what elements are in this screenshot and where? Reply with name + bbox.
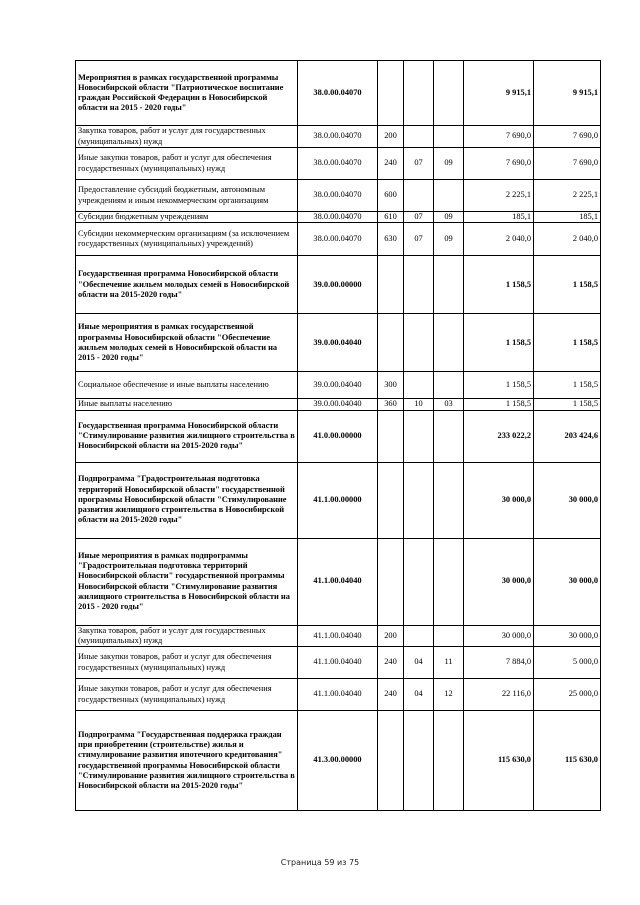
- row-pr: 09: [434, 148, 464, 180]
- row-sum-1: 1 158,5: [464, 372, 534, 399]
- row-rz: [404, 410, 434, 462]
- row-name: Иные закупки товаров, работ и услуг для обеспечения государственных (муниципальных) нужд: [76, 148, 298, 180]
- row-sum-1: 7 690,0: [464, 148, 534, 180]
- row-code: 41.1.00.04040: [298, 625, 378, 647]
- row-name: Государственная программа Новосибирской области "Стимулирование развития жилищного строительства в Новосибирской области на 2015-2020 годы": [76, 410, 298, 462]
- row-code: 41.3.00.00000: [298, 711, 378, 811]
- row-sum-2: 115 630,0: [534, 711, 601, 811]
- row-pr: [434, 314, 464, 372]
- row-pr: 03: [434, 399, 464, 410]
- row-sum-1: 233 022,2: [464, 410, 534, 462]
- row-rz: 04: [404, 679, 434, 711]
- table-row: [76, 399, 601, 410]
- row-sum-1: 185,1: [464, 212, 534, 223]
- row-rz: [404, 180, 434, 212]
- row-code: 39.0.00.04040: [298, 314, 378, 372]
- row-sum-2: 5 000,0: [534, 647, 601, 679]
- table-row: [76, 212, 601, 223]
- row-name: Иные закупки товаров, работ и услуг для обеспечения государственных (муниципальных) нужд: [76, 647, 298, 679]
- budget-table: [75, 60, 601, 811]
- row-sum-1: 30 000,0: [464, 538, 534, 625]
- row-sum-2: 2 225,1: [534, 180, 601, 212]
- table-row: [76, 679, 601, 711]
- row-vr: [378, 462, 404, 538]
- row-sum-1: 30 000,0: [464, 625, 534, 647]
- row-rz: 10: [404, 399, 434, 410]
- table-row: [76, 625, 601, 647]
- row-rz: 07: [404, 223, 434, 256]
- row-vr: 240: [378, 647, 404, 679]
- row-sum-2: 30 000,0: [534, 462, 601, 538]
- row-code: 39.0.00.04040: [298, 372, 378, 399]
- row-sum-1: 7 884,0: [464, 647, 534, 679]
- row-name: Государственная программа Новосибирской области "Обеспечение жильем молодых семей в Новосибирской области на 2015-2020 годы": [76, 256, 298, 314]
- row-rz: [404, 538, 434, 625]
- row-name: Мероприятия в рамках государственной программы Новосибирской области "Патриотическое воспитание граждан Российской Федерации в Новосибирской области на 2015 - 2020 годы": [76, 61, 298, 126]
- row-code: 38.0.00.04070: [298, 212, 378, 223]
- row-vr: 300: [378, 372, 404, 399]
- row-vr: [378, 61, 404, 126]
- row-sum-2: 30 000,0: [534, 625, 601, 647]
- table-row: [76, 372, 601, 399]
- row-sum-2: 7 690,0: [534, 148, 601, 180]
- row-code: 38.0.00.04070: [298, 61, 378, 126]
- row-rz: [404, 711, 434, 811]
- row-sum-2: 1 158,5: [534, 399, 601, 410]
- row-vr: [378, 711, 404, 811]
- row-sum-2: 2 040,0: [534, 223, 601, 256]
- row-vr: 240: [378, 679, 404, 711]
- row-code: 38.0.00.04070: [298, 180, 378, 212]
- table-row: [76, 126, 601, 148]
- row-sum-1: 2 225,1: [464, 180, 534, 212]
- row-sum-2: 9 915,1: [534, 61, 601, 126]
- row-code: 39.0.00.04040: [298, 399, 378, 410]
- row-pr: [434, 462, 464, 538]
- table-row: [76, 647, 601, 679]
- row-code: 38.0.00.04070: [298, 223, 378, 256]
- row-rz: [404, 462, 434, 538]
- row-pr: [434, 625, 464, 647]
- page-footer: Страница 59 из 75: [280, 858, 360, 867]
- row-name: Подпрограмма "Градостроительная подготовка территорий Новосибирской области" государственной программы Новосибирской области "Стимулирование развития жилищного строительства в Новосибирской области на 2015-2020 годы": [76, 462, 298, 538]
- row-pr: 11: [434, 647, 464, 679]
- row-sum-1: 115 630,0: [464, 711, 534, 811]
- row-code: 41.1.00.00000: [298, 462, 378, 538]
- row-pr: [434, 538, 464, 625]
- row-sum-2: 203 424,6: [534, 410, 601, 462]
- row-name: Иные выплаты населению: [76, 399, 298, 410]
- row-name: Субсидии некоммерческим организациям (за исключением государственных (муниципальных) учреждений): [76, 223, 298, 256]
- row-vr: 610: [378, 212, 404, 223]
- table-row: [76, 462, 601, 538]
- row-sum-2: 1 158,5: [534, 256, 601, 314]
- table-row: [76, 711, 601, 811]
- row-vr: [378, 314, 404, 372]
- row-pr: [434, 61, 464, 126]
- row-rz: [404, 256, 434, 314]
- row-sum-2: 1 158,5: [534, 314, 601, 372]
- row-pr: 12: [434, 679, 464, 711]
- row-sum-1: 1 158,5: [464, 314, 534, 372]
- row-vr: 600: [378, 180, 404, 212]
- row-vr: 240: [378, 148, 404, 180]
- row-name: Закупка товаров, работ и услуг для государственных (муниципальных) нужд: [76, 625, 298, 647]
- budget-table-body: [76, 61, 601, 811]
- row-pr: 09: [434, 223, 464, 256]
- row-pr: [434, 372, 464, 399]
- row-name: Иные мероприятия в рамках государственной программы Новосибирской области "Обеспечение жильем молодых семей в Новосибирской области на 2015 - 2020 годы": [76, 314, 298, 372]
- row-name: Предоставление субсидий бюджетным, автономным учреждениям и иным некоммерческим организациям: [76, 180, 298, 212]
- row-sum-1: 7 690,0: [464, 126, 534, 148]
- row-code: 41.1.00.04040: [298, 647, 378, 679]
- table-row: [76, 256, 601, 314]
- row-code: 38.0.00.04070: [298, 148, 378, 180]
- row-sum-1: 22 116,0: [464, 679, 534, 711]
- row-name: Социальное обеспечение и иные выплаты населению: [76, 372, 298, 399]
- row-vr: [378, 410, 404, 462]
- row-code: 41.1.00.04040: [298, 538, 378, 625]
- row-name: Подпрограмма "Государственная поддержка граждан при приобретении (строительстве) жилья и стимулирование развития ипотечного кредитования" государственной программы Новосибирской области "Стимулирование развития жилищного строительства в Новосибирской области на 2015-2020 годы": [76, 711, 298, 811]
- row-vr: 200: [378, 625, 404, 647]
- row-code: 38.0.00.04070: [298, 126, 378, 148]
- row-name: Субсидии бюджетным учреждениям: [76, 212, 298, 223]
- row-vr: 630: [378, 223, 404, 256]
- row-pr: [434, 711, 464, 811]
- row-pr: [434, 126, 464, 148]
- table-row: [76, 314, 601, 372]
- row-code: 41.1.00.04040: [298, 679, 378, 711]
- table-row: [76, 538, 601, 625]
- row-name: Закупка товаров, работ и услуг для государственных (муниципальных) нужд: [76, 126, 298, 148]
- row-sum-2: 30 000,0: [534, 538, 601, 625]
- row-sum-1: 30 000,0: [464, 462, 534, 538]
- row-sum-2: 1 158,5: [534, 372, 601, 399]
- row-sum-1: 1 158,5: [464, 256, 534, 314]
- row-rz: [404, 625, 434, 647]
- row-vr: 200: [378, 126, 404, 148]
- row-pr: [434, 256, 464, 314]
- table-row: [76, 223, 601, 256]
- row-rz: [404, 126, 434, 148]
- row-vr: [378, 538, 404, 625]
- row-sum-1: 1 158,5: [464, 399, 534, 410]
- table-row: [76, 180, 601, 212]
- row-sum-1: 2 040,0: [464, 223, 534, 256]
- row-sum-2: 25 000,0: [534, 679, 601, 711]
- row-pr: [434, 180, 464, 212]
- table-row: [76, 148, 601, 180]
- row-sum-2: 185,1: [534, 212, 601, 223]
- table-row: [76, 61, 601, 126]
- row-sum-2: 7 690,0: [534, 126, 601, 148]
- row-name: Иные мероприятия в рамках подпрограммы "Градостроительная подготовка территорий Новосибирской области" государственной программы Новосибирской области "Стимулирование развития жилищного строительства в Новосибирской области на 2015 - 2020 годы": [76, 538, 298, 625]
- table-row: [76, 410, 601, 462]
- row-pr: 09: [434, 212, 464, 223]
- row-vr: 360: [378, 399, 404, 410]
- row-code: 39.0.00.00000: [298, 256, 378, 314]
- row-rz: [404, 314, 434, 372]
- row-rz: 04: [404, 647, 434, 679]
- row-code: 41.0.00.00000: [298, 410, 378, 462]
- row-rz: 07: [404, 148, 434, 180]
- row-name: Иные закупки товаров, работ и услуг для обеспечения государственных (муниципальных) нужд: [76, 679, 298, 711]
- row-rz: [404, 372, 434, 399]
- row-rz: [404, 61, 434, 126]
- row-rz: 07: [404, 212, 434, 223]
- row-pr: [434, 410, 464, 462]
- row-vr: [378, 256, 404, 314]
- row-sum-1: 9 915,1: [464, 61, 534, 126]
